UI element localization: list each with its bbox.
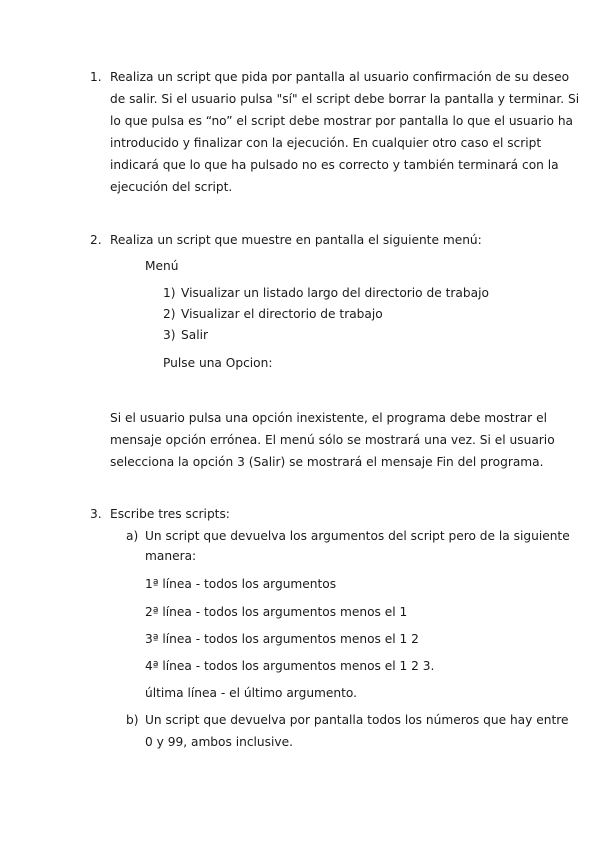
- q3a-line-1: Un script que devuelva los argumentos del script pero de la siguiente: [145, 529, 570, 543]
- menu-option-3-num: 3): [163, 328, 176, 342]
- menu-title: Menú: [145, 259, 179, 273]
- menu-option-2-num: 2): [163, 307, 176, 321]
- q2-para-line-3: selecciona la opción 3 (Salir) se mostrará el mensaje Fin del programa.: [110, 455, 544, 469]
- q1-line-3: lo que pulsa es “no” el script debe mostrar por pantalla lo que el usuario ha: [110, 114, 574, 128]
- q3a-line-2: manera:: [145, 549, 197, 563]
- q3a-item-2: 2ª línea - todos los argumentos menos el 1: [145, 605, 408, 619]
- menu-option-1-num: 1): [163, 286, 176, 300]
- q3-number: 3.: [90, 507, 102, 521]
- q2-para-line-1: Si el usuario pulsa una opción inexistente, el programa debe mostrar el: [110, 411, 547, 425]
- q3b-line-2: 0 y 99, ambos inclusive.: [145, 735, 293, 749]
- q3-intro: Escribe tres scripts:: [110, 507, 230, 521]
- q2-intro: Realiza un script que muestre en pantalla el siguiente menú:: [110, 233, 482, 247]
- menu-option-3-text: Salir: [181, 328, 208, 342]
- menu-prompt: Pulse una Opcion:: [163, 356, 273, 370]
- q1-line-1: Realiza un script que pida por pantalla al usuario confirmación de su deseo: [110, 70, 570, 84]
- q1-line-2: de salir. Si el usuario pulsa "sí" el script debe borrar la pantalla y terminar. Si: [110, 92, 580, 106]
- q3b-line-1: Un script que devuelva por pantalla todos los números que hay entre: [145, 713, 569, 727]
- q3a-label: a): [126, 529, 139, 543]
- q3a-item-4: 4ª línea - todos los argumentos menos el 1 2 3.: [145, 659, 435, 673]
- q3a-item-5: última línea - el último argumento.: [145, 686, 358, 700]
- q3a-item-3: 3ª línea - todos los argumentos menos el 1 2: [145, 632, 419, 646]
- q1-number: 1.: [90, 70, 102, 84]
- q2-para-line-2: mensaje opción errónea. El menú sólo se mostrará una vez. Si el usuario: [110, 433, 555, 447]
- menu-option-1-text: Visualizar un listado largo del directorio de trabajo: [181, 286, 489, 300]
- q2-number: 2.: [90, 233, 102, 247]
- q1-line-4: introducido y finalizar con la ejecución. En cualquier otro caso el script: [110, 136, 542, 150]
- q3b-label: b): [126, 713, 139, 727]
- q3a-item-1: 1ª línea - todos los argumentos: [145, 577, 337, 591]
- q1-line-5: indicará que lo que ha pulsado no es correcto y también terminará con la: [110, 158, 559, 172]
- menu-option-2-text: Visualizar el directorio de trabajo: [181, 307, 383, 321]
- q1-line-6: ejecución del script.: [110, 180, 233, 194]
